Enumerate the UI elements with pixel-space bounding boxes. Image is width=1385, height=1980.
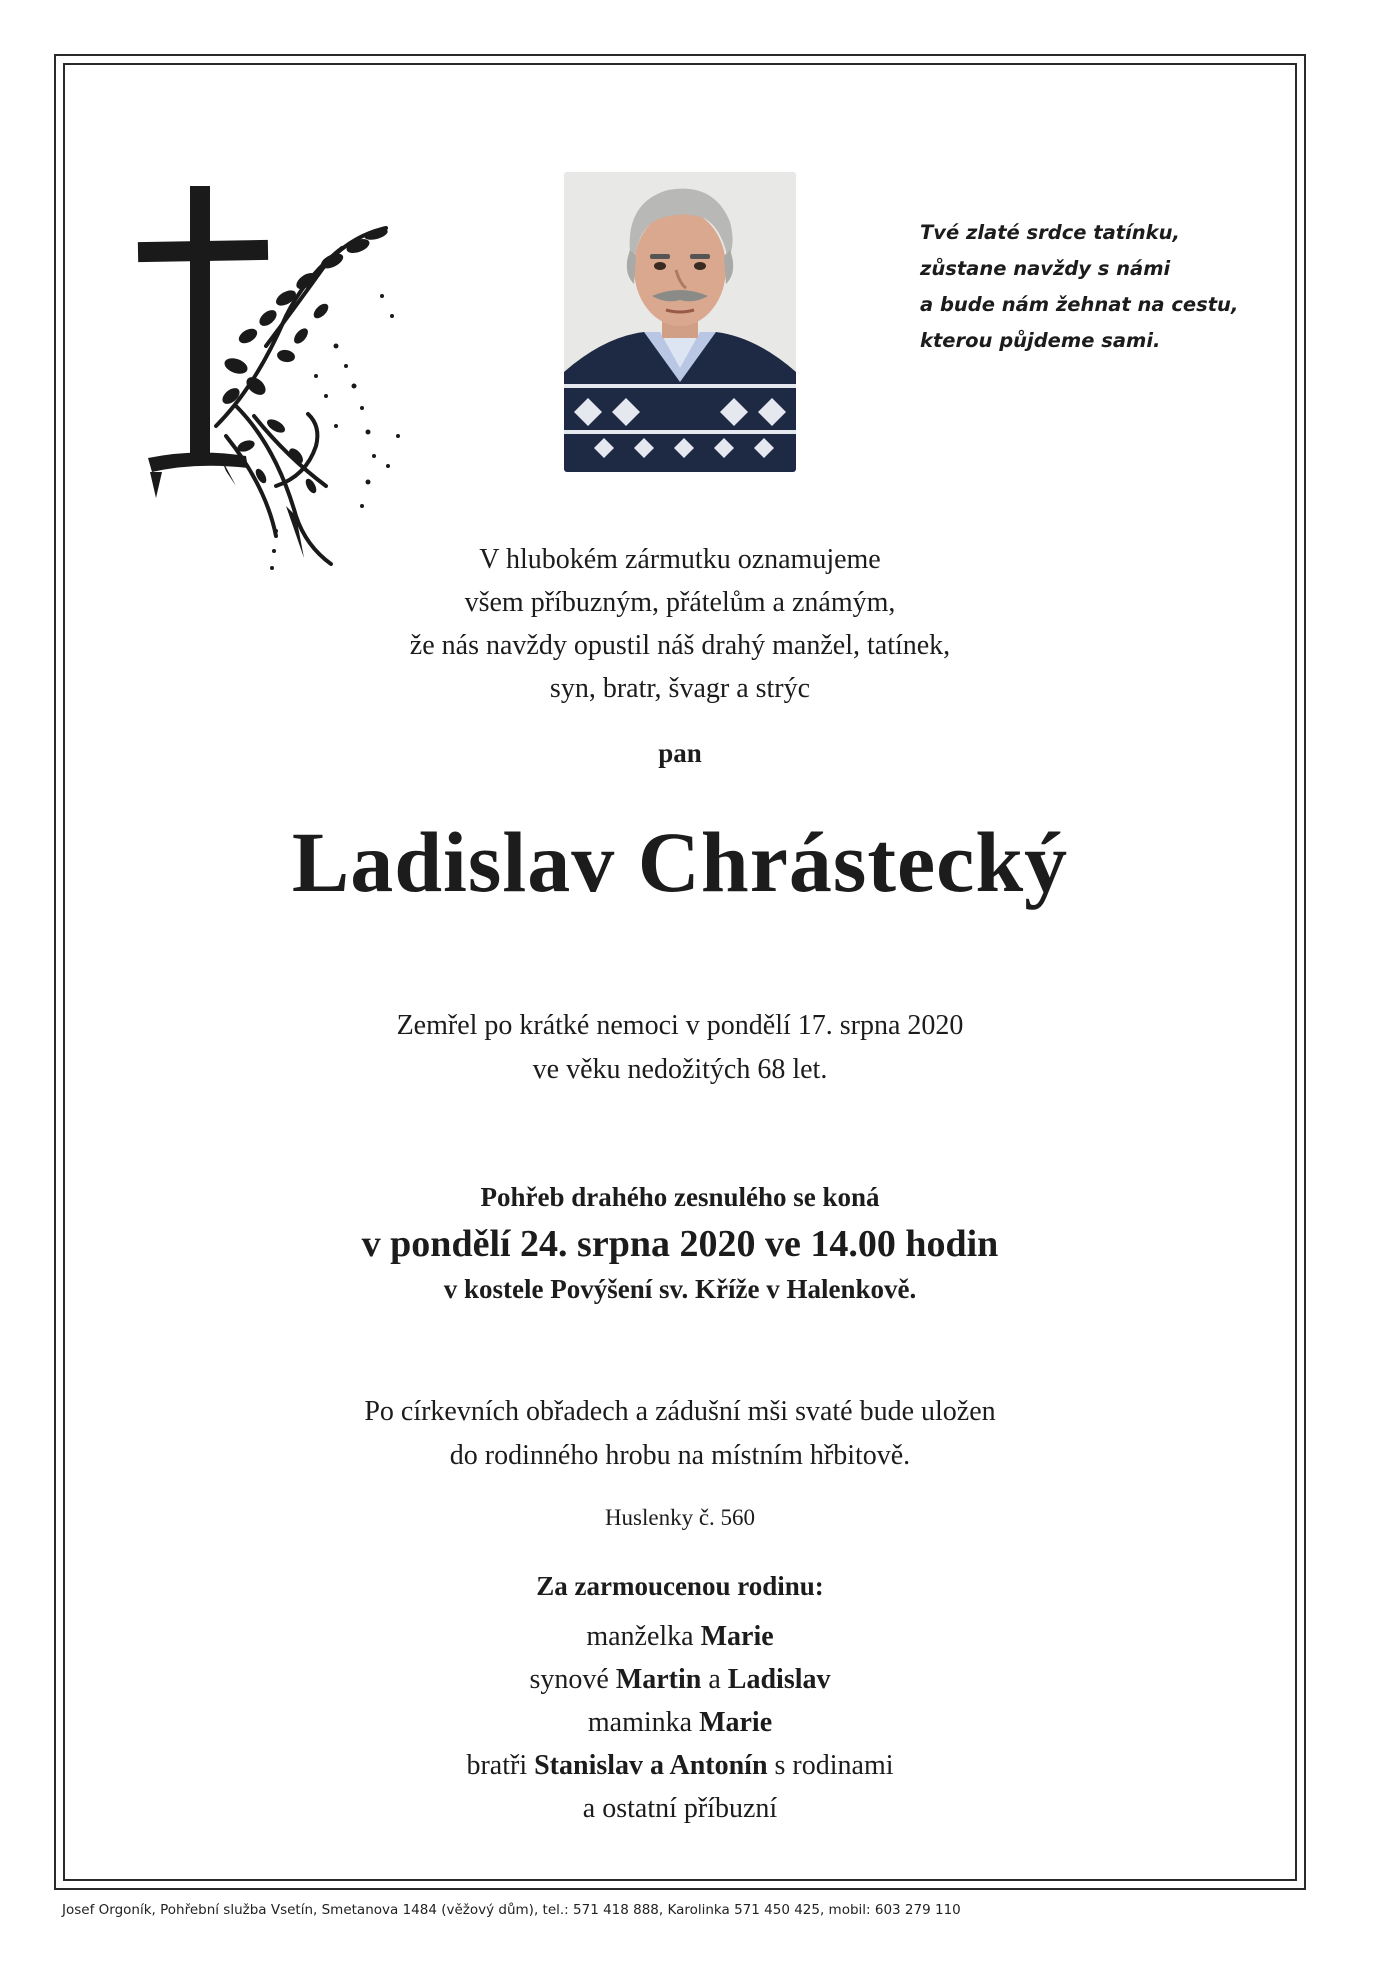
quote-line: a bude nám žehnat na cestu, [920,293,1239,316]
family-row-brothers [0,1744,1360,1787]
family-address: Huslenky č. 560 [604,1505,756,1530]
announcement-line: všem příbuzným, přátelům a známým, [464,587,896,618]
brothers-label: bratři [466,1750,528,1781]
burial-line: Po církevních obřadech a zádušní mši svaté bude uložen [364,1396,996,1427]
death-info [0,1004,1360,1092]
announcement-line: V hlubokém zármutku oznamujeme [479,544,881,575]
wife-label: manželka [586,1621,694,1652]
burial-info [0,1390,1360,1478]
family-row-sons [0,1658,1360,1701]
sons-label: synové [529,1664,609,1695]
quote-line: Tvé zlaté srdce tatínku, [920,221,1180,244]
funeral-datetime: v pondělí 24. srpna 2020 ve 14.00 hodin [361,1223,999,1265]
funeral-intro: Pohřeb drahého zesnulého se koná [480,1182,880,1212]
family-row-others: a ostatní příbuzní [582,1793,778,1824]
death-info-line: ve věku nedožitých 68 let. [532,1054,828,1085]
memorial-quote [920,215,1280,359]
announcement-line: syn, bratr, švagr a strýc [549,673,811,704]
wife-name: Marie [700,1621,774,1652]
brothers-suffix: s rodinami [774,1750,894,1781]
honorific: pan [658,738,702,768]
burial-line: do rodinného hrobu na místním hřbitově. [449,1440,911,1471]
quote-line: kterou půjdeme sami. [920,329,1161,352]
mother-name: Marie [699,1707,773,1738]
family-row-mother [0,1701,1360,1744]
family-row-wife [0,1615,1360,1658]
brothers-names: Stanislav a Antonín [534,1750,768,1781]
portrait-photo [564,172,796,472]
announcement-line: že nás navždy opustil náš drahý manžel, tatínek, [409,630,951,661]
mother-label: maminka [587,1707,693,1738]
funeral-place: v kostele Povýšení sv. Kříže v Halenkově. [443,1274,917,1304]
funeral-service-footer: Josef Orgoník, Pohřební služba Vsetín, Smetanova 1484 (věžový dům), tel.: 571 418 888, Karolinka 571 450 425, mobil: 603 279 110 [62,1902,961,1918]
cross-with-flowers-icon [136,186,406,576]
death-info-line: Zemřel po krátké nemoci v pondělí 17. srpna 2020 [396,1010,964,1041]
son-name: Ladislav [727,1664,831,1695]
son-name: Martin [615,1664,702,1695]
quote-line: zůstane navždy s námi [920,257,1171,280]
announcement-text [0,538,1360,710]
deceased-name: Ladislav Chrástecký [291,814,1069,910]
family-list [0,1615,1360,1830]
family-title: Za zarmoucenou rodinu: [536,1571,824,1601]
and-word: a [708,1664,721,1695]
